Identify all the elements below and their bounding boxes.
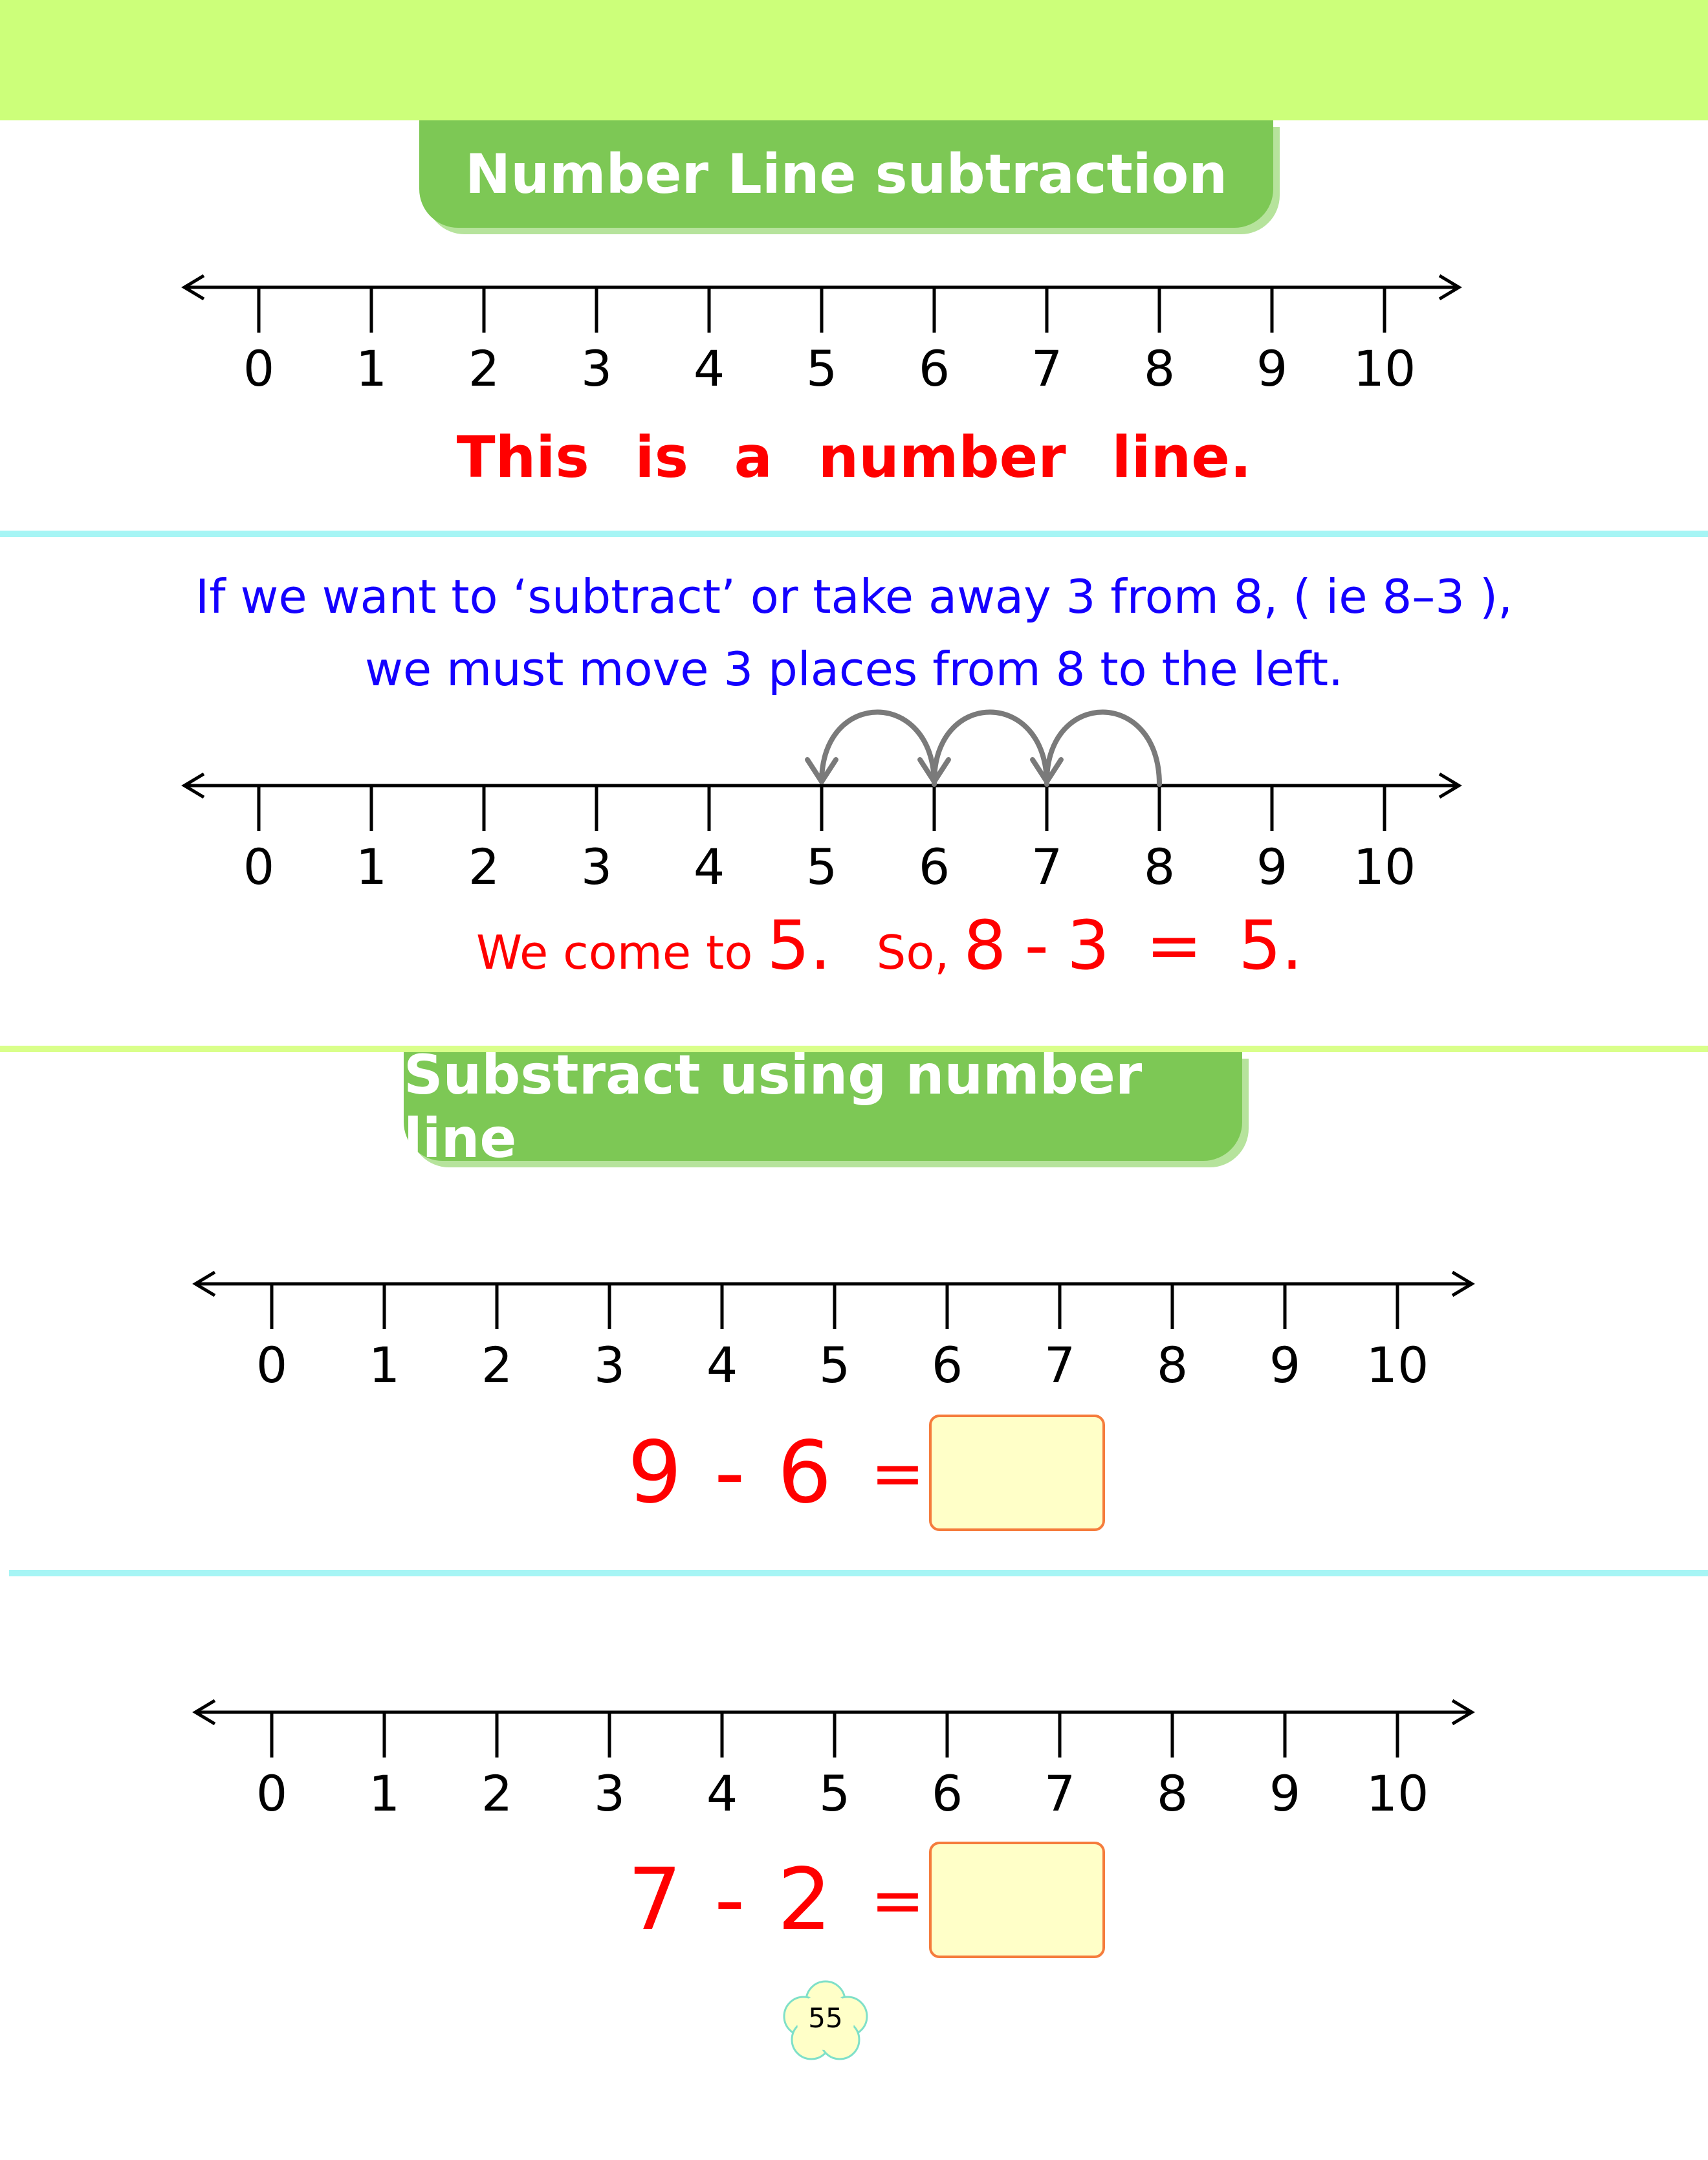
equation-result: 5: [1238, 906, 1282, 985]
equation-right: 3: [1066, 906, 1110, 985]
divider: [0, 531, 1708, 537]
exercise-1-equation: [628, 1421, 925, 1525]
tick-label-10: 10: [1353, 838, 1416, 896]
tick-label-8: 8: [1156, 1336, 1188, 1394]
exercise-1-answer-box[interactable]: [929, 1415, 1105, 1531]
tick-label-0: 0: [256, 1336, 288, 1394]
tick-label-5: 5: [805, 340, 838, 397]
tick-label-8: 8: [1143, 340, 1176, 397]
exercise-1-minus: -: [714, 1423, 745, 1523]
tick-label-2: 2: [468, 838, 500, 896]
tick-label-5: 5: [818, 1765, 851, 1822]
tick-label-3: 3: [580, 340, 613, 397]
tick-label-6: 6: [918, 838, 950, 896]
tick-label-2: 2: [481, 1765, 513, 1822]
tick-label-5: 5: [805, 838, 838, 896]
number-line-exercise-2: [0, 1636, 1708, 1830]
tick-label-1: 1: [355, 838, 388, 896]
tick-label-7: 7: [1044, 1336, 1076, 1394]
tick-label-10: 10: [1366, 1765, 1429, 1822]
section-title: Substract using number line: [404, 1043, 1143, 1170]
tick-label-0: 0: [243, 838, 275, 896]
tick-label-6: 6: [918, 340, 950, 397]
exercise-1-a: 9: [628, 1423, 682, 1523]
exercise-2-a: 7: [628, 1850, 682, 1950]
tick-label-3: 3: [593, 1336, 626, 1394]
exercise-2-b: 2: [777, 1850, 832, 1950]
tick-label-6: 6: [931, 1765, 963, 1822]
tick-label-2: 2: [468, 340, 500, 397]
equation-equals: =: [1146, 906, 1203, 985]
equation-end: .: [1281, 906, 1303, 985]
tick-label-4: 4: [693, 340, 725, 397]
result-value: 5.: [767, 906, 831, 985]
exercise-2-equation: [628, 1848, 925, 1952]
tick-label-8: 8: [1143, 838, 1176, 896]
exercise-1-b: 6: [777, 1423, 832, 1523]
tick-label-9: 9: [1256, 838, 1288, 896]
tick-label-0: 0: [256, 1765, 288, 1822]
example-line-1: If we want to ‘subtract’ or take away 3 from 8, ( ie 8–3 ),: [195, 569, 1513, 624]
tick-label-1: 1: [355, 340, 388, 397]
tick-label-9: 9: [1256, 340, 1288, 397]
tick-label-7: 7: [1044, 1765, 1076, 1822]
tick-label-9: 9: [1269, 1765, 1301, 1822]
tick-label-1: 1: [368, 1765, 400, 1822]
example-result: [476, 906, 1303, 997]
section-title: Number Line subtraction: [465, 142, 1228, 206]
top-banner: [0, 0, 1708, 120]
tick-label-0: 0: [243, 340, 275, 397]
hop-arrow-6-to-5: [822, 712, 934, 784]
tick-label-10: 10: [1353, 340, 1416, 397]
tick-label-5: 5: [818, 1336, 851, 1394]
number-line-exercise-1: [0, 1207, 1708, 1402]
hop-arrow-8-to-7: [1047, 712, 1159, 784]
tick-label-7: 7: [1031, 838, 1063, 896]
tick-label-4: 4: [706, 1336, 738, 1394]
tick-label-8: 8: [1156, 1765, 1188, 1822]
exercise-2-answer-box[interactable]: [929, 1842, 1105, 1958]
page-number: 55: [808, 2002, 843, 2034]
tick-label-3: 3: [593, 1765, 626, 1822]
number-line-example: [0, 645, 1708, 903]
tick-label-7: 7: [1031, 340, 1063, 397]
number-line-caption: This is a number line.: [456, 424, 1252, 490]
so-text: So,: [876, 925, 950, 980]
tick-label-4: 4: [706, 1765, 738, 1822]
section-title-tab: [404, 1043, 1242, 1170]
tick-label-6: 6: [931, 1336, 963, 1394]
example-line-2: we must move 3 places from 8 to the left.: [364, 642, 1344, 696]
number-line-1: [0, 211, 1708, 405]
tick-label-1: 1: [368, 1336, 400, 1394]
equation-left: 8: [963, 906, 1007, 985]
tick-label-3: 3: [580, 838, 613, 896]
exercise-2-minus: -: [714, 1850, 745, 1950]
divider: [9, 1570, 1708, 1576]
exercise-1-equals: =: [870, 1435, 925, 1511]
tick-label-10: 10: [1366, 1336, 1429, 1394]
tick-label-4: 4: [693, 838, 725, 896]
tick-label-2: 2: [481, 1336, 513, 1394]
exercise-2-equals: =: [870, 1862, 925, 1938]
tick-label-9: 9: [1269, 1336, 1301, 1394]
hop-arrow-7-to-6: [934, 712, 1047, 784]
equation-minus: -: [1024, 906, 1049, 985]
result-prefix: We come to: [476, 925, 753, 980]
